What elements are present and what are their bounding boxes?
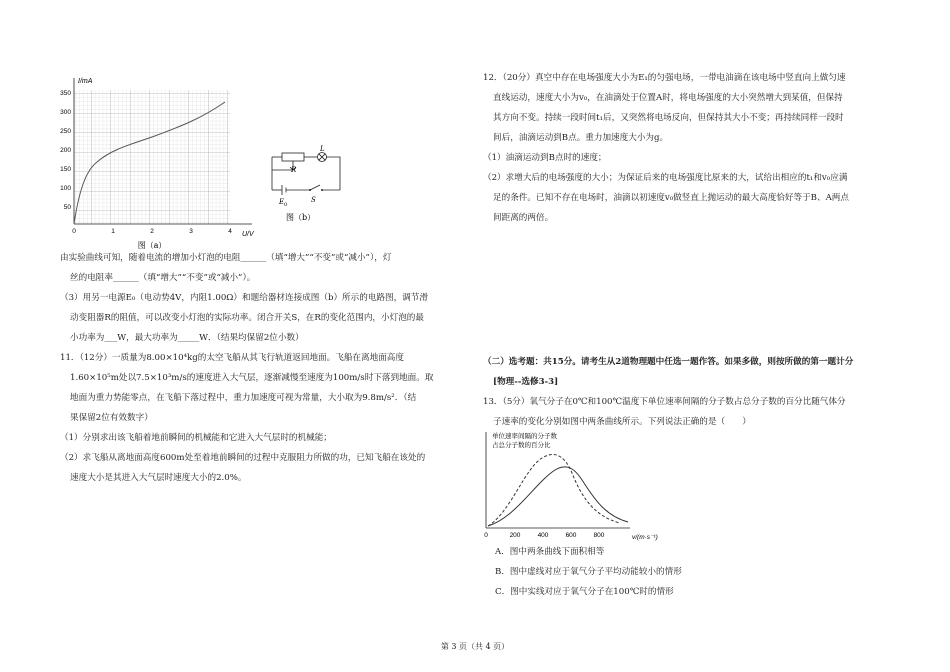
paragraph: 动变阻器R的阻值，可以改变小灯泡的实际功率。闭合开关S，在R的变化范围内，小灯泡的最 — [70, 313, 424, 323]
fig-a-xtick: 0 — [72, 228, 76, 235]
right-column-section2 — [483, 352, 913, 432]
fig-c-xtick: 0 — [484, 532, 488, 539]
question-12-line: 12．（20分）真空中存在电场强度大小为E₁的匀强电场，一带电油滴在该电场中竖直向上做匀速 — [483, 73, 846, 83]
fig-c-xtick: 600 — [565, 532, 577, 539]
figure-b — [262, 140, 352, 230]
paragraph: 小功率为___W，最大功率为_____W．（结果均保留2位小数） — [70, 333, 304, 343]
label-L: L — [320, 145, 325, 153]
question-11-line: （2）求飞船从离地面高度600m处至着地前瞬间的过程中克服阻力所做的功，已知飞船在该处的 — [60, 453, 426, 463]
fig-b-caption: 图（b） — [286, 213, 316, 222]
question-13-line: 13．（5分）氧气分子在0℃和100℃温度下单位速率间隔的分子数占总分子数的百分比随气体分 — [483, 397, 846, 407]
fig-a-xlabel: U/V — [242, 231, 254, 238]
fig-a-xtick: 3 — [189, 228, 193, 235]
options — [495, 542, 895, 602]
label-S: S — [311, 196, 316, 204]
question-11-line: 11．（12分）一质量为8.00×10⁴kg的太空飞船从其飞行轨道返回地面。飞船在离地面高度 — [60, 353, 404, 363]
question-12-line: 间后，油滴运动到B点。重力加速度大小为g。 — [493, 133, 669, 143]
figure-c — [480, 428, 690, 543]
question-11-line: 1.60×10⁵m处以7.5×10³m/s的速度进入大气层，逐渐减慢至速度为100m/s时下落到地面。取 — [70, 373, 434, 383]
section-subheading: [物理--选修3-3] — [493, 377, 559, 387]
question-11-line: 速度大小是其进入大气层时速度大小的2.0%。 — [70, 473, 247, 483]
fig-a-caption: 图（a） — [137, 241, 167, 250]
fig-a-ytick: 300 — [60, 109, 71, 116]
question-12-line: （1）油滴运动到B点时的速度； — [483, 153, 607, 163]
option-c: C．图中实线对应于氧气分子在100℃时的情形 — [495, 587, 674, 597]
paragraph: 由实验曲线可知，随着电流的增加小灯泡的电阻______（填“增大”“不变”或“减小”），灯 — [60, 253, 392, 263]
question-11-line: （1）分别求出该飞船着地前瞬间的机械能和它进入大气层时的机械能； — [60, 433, 332, 443]
question-11-line: 地面为重力势能零点，在飞船下落过程中，重力加速度可视为常量，大小取为9.8m/s²．（结 — [70, 393, 417, 403]
paragraph: （3）用另一电源E₀（电动势4V，内阻1.00Ω）和题给器材连接成图（b）所示的电路图，调节滑 — [60, 293, 428, 303]
question-12-line: 足的条件。已知不存在电场时，油滴以初速度v₀做竖直上抛运动的最大高度恰好等于B、A两点 — [493, 193, 849, 203]
section-heading: （二）选考题：共15分。请考生从2道物理题中任选一题作答。如果多做，则按所做的第一题计分 — [483, 357, 854, 367]
fig-a-ytick: 100 — [60, 185, 71, 192]
fig-a-xtick: 2 — [150, 228, 154, 235]
fig-c-xlabel: v/(m·s⁻¹) — [632, 534, 658, 541]
fig-c-xtick: 800 — [593, 532, 605, 539]
label-R: R — [291, 166, 297, 174]
fig-a-ytick: 150 — [60, 166, 71, 173]
fig-a-ytick: 50 — [63, 204, 71, 211]
question-13-line: 子速率的变化分别如图中两条曲线所示。下列说法正确的是（ ） — [493, 417, 751, 427]
curve-solid — [488, 467, 628, 526]
figure-a — [52, 74, 262, 254]
fig-a-ytick: 200 — [60, 147, 71, 154]
fig-a-xtick: 4 — [228, 228, 232, 235]
paragraph: 丝的电阻率______（填“增大”“不变”或“减小”）。 — [70, 273, 256, 283]
option-a: A．图中两条曲线下面积相等 — [495, 547, 605, 557]
page-footer: 第 3 页（共 4 页） — [440, 642, 510, 651]
fig-a-xtick: 1 — [111, 228, 115, 235]
fig-c-ylabel-2: 占总分子数的百分比 — [492, 442, 551, 449]
fig-c-xtick: 200 — [509, 532, 521, 539]
question-12-line: 其方向不变。持续一段时间t₁后，又突然将电场反向，但保持其大小不变；再持续同样一段时 — [493, 113, 844, 123]
label-E-sub: 0 — [284, 202, 288, 208]
question-12-line: 直线运动，速度大小为v₀，在油滴处于位置A时，将电场强度的大小突然增大到某值，但保持 — [493, 93, 843, 103]
label-E: E — [279, 198, 285, 206]
question-12-line: 间距离的两倍。 — [493, 213, 554, 223]
left-column — [60, 248, 470, 488]
option-b: B．图中虚线对应于氧气分子平均动能较小的情形 — [495, 567, 682, 577]
fig-a-ytick: 250 — [60, 128, 71, 135]
fig-a-ytick: 350 — [60, 90, 71, 97]
fig-c-ylabel-1: 单位速率间隔的分子数 — [492, 433, 557, 440]
fig-a-ylabel: I/mA — [78, 78, 93, 85]
fig-c-xtick: 400 — [537, 532, 549, 539]
question-12-line: （2）求增大后的电场强度的大小；为保证后来的电场强度比原来的大，试给出相应的t₁和v₀应满 — [483, 173, 848, 183]
question-11-line: 果保留2位有效数字） — [70, 413, 153, 423]
right-column-q12 — [483, 68, 903, 228]
